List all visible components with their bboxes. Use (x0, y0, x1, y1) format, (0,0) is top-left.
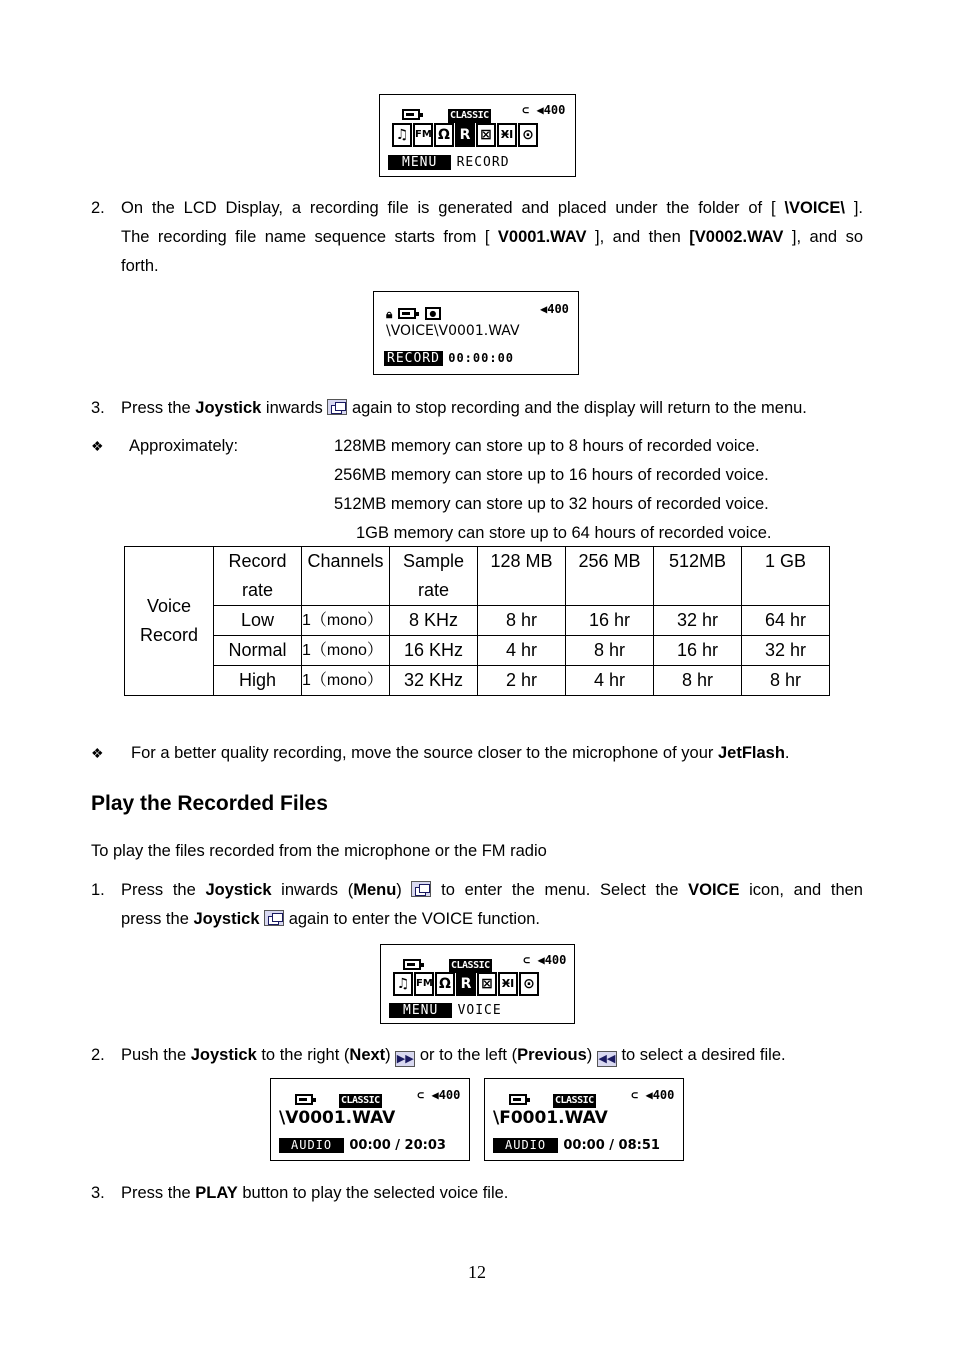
headphone-icon: Ω (435, 972, 455, 996)
table-cell: 8 hr (478, 606, 566, 636)
approx-label: Approximately: (129, 437, 239, 455)
column-header: 256 MB (566, 547, 654, 606)
table-cell: 32 hr (654, 606, 742, 636)
file-name: V0001.WAV (497, 228, 587, 246)
mode-label: RECORD (384, 351, 443, 366)
play-term: PLAY (195, 1184, 238, 1202)
menu-item-label: VOICE (457, 1003, 502, 1018)
playback-time: 00:00 / 20:03 (349, 1138, 446, 1153)
text: ) (586, 1046, 597, 1064)
next-icon: ▶▶ (396, 1053, 414, 1065)
file-path: \VOICE\V0001.WAV (386, 323, 520, 339)
text: button to play the selected voice file. (237, 1184, 509, 1202)
text: to enter the menu. Select the (431, 881, 689, 899)
text: ], and so (783, 228, 863, 246)
lock-icon: 🔒︎ (386, 307, 393, 321)
table-cell: 1（mono） (302, 606, 390, 636)
table-cell: 8 KHz (390, 606, 478, 636)
joystick-icon (411, 881, 431, 897)
table-cell: 16 hr (654, 636, 742, 666)
text: to select a desired file. (616, 1046, 786, 1064)
section-title: Play the Recorded Files (91, 792, 328, 815)
joystick-term: Joystick (190, 1046, 257, 1064)
table-cell: 8 hr (742, 666, 830, 696)
step2-line1 (121, 198, 863, 218)
antenna-icon: ⊂ (631, 1088, 639, 1102)
text: The recording file name sequence starts from [ (121, 228, 498, 246)
menu-tiles (392, 123, 539, 147)
table-cell: 1（mono） (302, 636, 390, 666)
column-header: 128 MB (478, 547, 566, 606)
section-intro: To play the files recorded from the microphone or the FM radio (91, 842, 547, 860)
playback-time: 00:00 / 08:51 (563, 1138, 660, 1153)
table-cell: 8 hr (566, 636, 654, 666)
folder-name: \VOICE\ (784, 199, 845, 217)
record-icon: R (455, 123, 475, 147)
row-header-line: Record (139, 625, 199, 645)
approx-line: 128MB memory can store up to 8 hours of recorded voice. (334, 437, 760, 455)
table-cell: 4 hr (478, 636, 566, 666)
approx-line: 512MB memory can store up to 32 hours of recorded voice. (334, 495, 769, 513)
recording-capacity-table (124, 546, 830, 696)
table-cell: 16 hr (566, 606, 654, 636)
previous-icon: ◀◀ (598, 1053, 616, 1065)
antenna-icon: ⊂ (417, 1088, 425, 1102)
row-header (125, 547, 214, 696)
battery-icon (398, 308, 416, 319)
volume-icon: ◀ (537, 953, 545, 967)
lcd-audio-voice-file (270, 1078, 470, 1161)
play2-text (121, 1045, 786, 1067)
text: again to stop recording and the display will return to the menu. (347, 399, 807, 417)
step-number: 3. (91, 1184, 105, 1202)
header-line: Sample (402, 551, 465, 571)
text: ], and then (586, 228, 690, 246)
table-cell: Low (214, 606, 302, 636)
joystick-icon (264, 910, 284, 926)
volume-icon: ◀ (536, 103, 544, 117)
tip-text (131, 743, 790, 763)
text: icon, and then (739, 881, 863, 899)
text: Press the (121, 881, 206, 899)
joystick-term: Joystick (193, 910, 260, 928)
classic-badge: CLASSIC (451, 960, 490, 971)
table-row (125, 636, 830, 666)
table-cell: 8 hr (654, 666, 742, 696)
classic-badge: CLASSIC (555, 1095, 594, 1106)
antenna-icon: ⊂ (522, 103, 530, 117)
settings-icon: ӾI (497, 123, 517, 147)
battery-icon (403, 959, 421, 970)
volume-icon: ◀ (431, 1088, 439, 1102)
file-name: \F0001.WAV (493, 1108, 608, 1128)
next-term: Next (349, 1046, 386, 1064)
column-header: Channels (302, 547, 390, 606)
step2-line3: forth. (121, 257, 159, 275)
text: or to the left ( (415, 1046, 518, 1064)
volume-icon: ◀ (540, 302, 548, 316)
exit-icon: ⊙ (518, 123, 538, 147)
column-header (214, 547, 302, 606)
joystick-term: Joystick (195, 399, 262, 417)
table-cell: 32 hr (742, 636, 830, 666)
battery-icon (402, 109, 420, 120)
music-icon: ♫ (392, 123, 412, 147)
battery-icon (295, 1094, 313, 1105)
lcd-menu-voice (380, 944, 575, 1024)
table-cell: 16 KHz (390, 636, 478, 666)
approx-line: 256MB memory can store up to 16 hours of recorded voice. (334, 466, 769, 484)
mode-label: AUDIO (493, 1138, 558, 1153)
play1-line2 (121, 909, 540, 929)
menu-label: MENU (388, 155, 451, 170)
text: For a better quality recording, move the source closer to the microphone of your (131, 744, 718, 762)
step3-text (121, 398, 807, 418)
bullet-icon: ❖ (91, 745, 104, 761)
step2-line2 (121, 227, 863, 247)
menu-term: Menu (353, 881, 397, 899)
table-cell: 1（mono） (302, 666, 390, 696)
table-cell: 2 hr (478, 666, 566, 696)
text: ]. (844, 199, 863, 217)
fm-icon: FM (414, 972, 434, 996)
play1-line1 (121, 880, 863, 900)
file-name: [V0002.WAV (689, 228, 784, 246)
table-cell: 32 KHz (390, 666, 478, 696)
volume-level: 400 (652, 1088, 675, 1102)
play3-text (121, 1183, 508, 1203)
approx-line: 1GB memory can store up to 64 hours of recorded voice. (356, 524, 772, 542)
mode-label: AUDIO (279, 1138, 344, 1153)
joystick-term: Joystick (205, 881, 272, 899)
lcd-menu-record (379, 94, 576, 177)
table-row (125, 666, 830, 696)
menu-label: MENU (389, 1003, 452, 1018)
voice-term: VOICE (688, 881, 740, 899)
table-cell: 64 hr (742, 606, 830, 636)
elapsed-time: 00:00:00 (448, 351, 515, 365)
fm-icon: FM (413, 123, 433, 147)
step-number: 1. (91, 881, 105, 899)
header-line: Record (228, 551, 287, 571)
table-cell: 4 hr (566, 666, 654, 696)
text: On the LCD Display, a recording file is generated and placed under the folder of [ (121, 199, 785, 217)
headphone-icon: Ω (434, 123, 454, 147)
volume-icon: ◀ (645, 1088, 653, 1102)
text: to the right ( (256, 1046, 350, 1064)
step-number: 2. (91, 199, 105, 217)
text: Push the (121, 1046, 191, 1064)
lcd-recording (373, 291, 579, 375)
file-name: \V0001.WAV (279, 1108, 396, 1128)
voice-icon: ⊠ (476, 123, 496, 147)
lcd-audio-fm-file (484, 1078, 684, 1161)
settings-icon: ӾI (498, 972, 518, 996)
menu-item-label: RECORD (456, 155, 510, 170)
volume-level: 400 (438, 1088, 461, 1102)
text: ) (385, 1046, 396, 1064)
text: again to enter the VOICE function. (284, 910, 541, 928)
volume-level: 400 (543, 103, 566, 117)
text: press the (121, 910, 194, 928)
exit-icon: ⊙ (519, 972, 539, 996)
header-line: rate (417, 580, 450, 600)
row-header-line: Voice (146, 596, 192, 616)
music-icon: ♫ (393, 972, 413, 996)
classic-badge: CLASSIC (341, 1095, 380, 1106)
step-number: 2. (91, 1046, 105, 1064)
header-line: rate (241, 580, 274, 600)
text: . (784, 744, 790, 762)
column-header: 512MB (654, 547, 742, 606)
classic-badge: CLASSIC (450, 110, 489, 121)
volume-level: 400 (544, 953, 567, 967)
column-header: 1 GB (742, 547, 830, 606)
column-header (390, 547, 478, 606)
step-number: 3. (91, 399, 105, 417)
record-status-icon: ● (425, 307, 441, 320)
battery-icon (509, 1094, 527, 1105)
antenna-icon: ⊂ (523, 953, 531, 967)
table-cell: High (214, 666, 302, 696)
product-name: JetFlash (717, 744, 785, 762)
text: Press the (121, 1184, 196, 1202)
text: inwards (261, 399, 328, 417)
text: ) (396, 881, 412, 899)
voice-icon: ⊠ (477, 972, 497, 996)
volume-level: 400 (547, 302, 569, 316)
text: Press the (121, 399, 196, 417)
joystick-icon (327, 399, 347, 415)
menu-tiles (393, 972, 540, 996)
table-cell: Normal (214, 636, 302, 666)
table-row (125, 606, 830, 636)
record-icon: R (456, 972, 476, 996)
text: inwards ( (271, 881, 354, 899)
previous-term: Previous (517, 1046, 587, 1064)
bullet-icon: ❖ (91, 438, 104, 454)
page-number: 12 (468, 1262, 486, 1282)
